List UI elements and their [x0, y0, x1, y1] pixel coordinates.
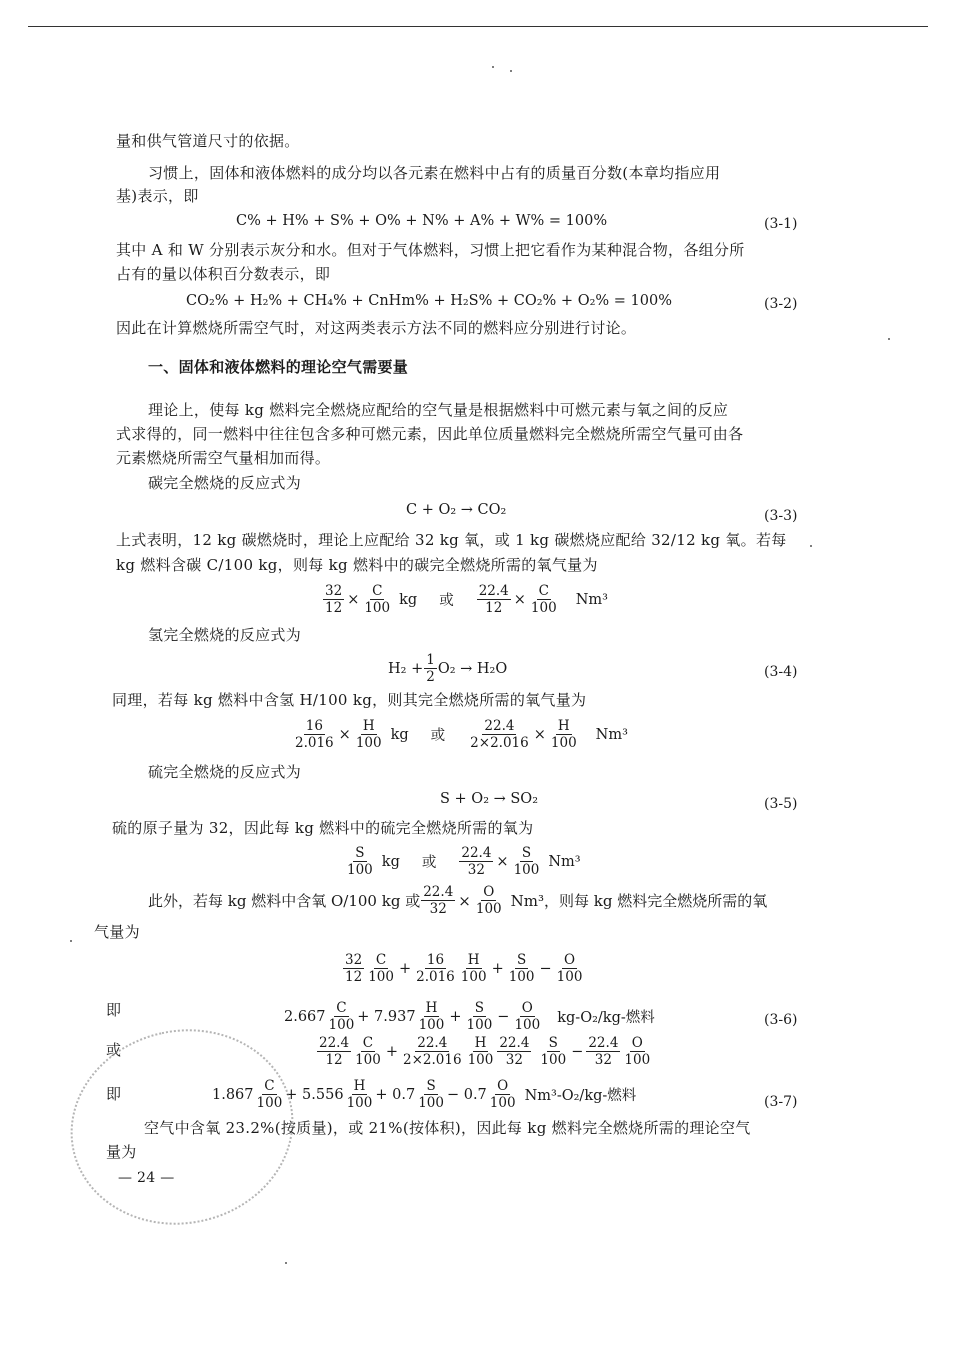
equation-number: (3-6)	[764, 1012, 798, 1028]
equation-3-2: CO₂% + H₂% + CH₄% + CnHm% + H₂S% + CO₂% + O₂% = 100%	[186, 293, 672, 309]
section-heading: 一、固体和液体燃料的理论空气需要量	[148, 358, 409, 376]
text-line: 气量为	[94, 923, 140, 941]
text-line: 空气中含氧 23.2%(按质量)，或 21%(按体积)，因此每 kg 燃料完全燃烧所需的理论空气	[144, 1119, 751, 1137]
text-line: 硫的原子量为 32，因此每 kg 燃料中的硫完全燃烧所需的氧为	[112, 819, 534, 837]
text-line: 式求得的，同一燃料中往往包含多种可燃元素，因此单位质量燃料完全燃烧所需空气量可由各	[116, 425, 744, 443]
text-line: 元素燃烧所需空气量相加而得。	[116, 449, 331, 467]
text-line: 碳完全燃烧的反应式为	[148, 474, 302, 492]
scan-speck	[810, 545, 812, 547]
equation-number: (3-7)	[764, 1094, 798, 1110]
equation-3-6: 2.667 $\frac{C}{100}$ + 7.937 $\frac{H}{100}$ + $\frac{S}{100}$ − $\frac{O}{100}$ kg-O₂/kg-燃料	[284, 1000, 655, 1033]
scan-speck	[285, 1262, 287, 1264]
text-line: 习惯上，固体和液体燃料的成分均以各元素在燃料中占有的质量百分数(本章均指应用	[148, 164, 721, 182]
equation-3-7: 1.867 $\frac{C}{100}$ + 5.556 $\frac{H}{100}$ + 0.7 $\frac{S}{100}$ − 0.7 $\frac{O}{100}$ Nm³-O₂/kg-燃料	[212, 1078, 637, 1111]
text-line: 同理，若每 kg 燃料中含氢 H/100 kg，则其完全燃烧所需的氧气量为	[112, 691, 587, 709]
text-line: 硫完全燃烧的反应式为	[148, 763, 302, 781]
text-line-inline-formula: 此外，若每 kg 燃料中含氧 O/100 kg 或 $\frac{22.4}{32}$ × $\frac{O}{100}$ Nm³，则每 kg 燃料完全燃烧所需的氧	[148, 884, 768, 917]
scan-speck	[888, 338, 890, 340]
text-line: 因此在计算燃烧所需空气时，对这两类表示方法不同的燃料应分别进行讨论。	[116, 319, 637, 337]
equation-number: (3-1)	[764, 216, 798, 232]
header-rule	[28, 26, 928, 27]
text-line: kg 燃料含碳 C/100 kg，则每 kg 燃料中的碳完全燃烧所需的氧气量为	[116, 556, 598, 574]
text-line: 即	[106, 1001, 122, 1019]
equation-3-4: H₂ + $\frac{1}{2}$ O₂ → H₂O	[388, 652, 508, 685]
equation-3-1: C% + H% + S% + O% + N% + A% + W% = 100%	[236, 213, 608, 229]
scan-speck	[70, 940, 72, 942]
formula-carbon-oxygen: $\frac{32}{12}$ × $\frac{C}{100}$ kg 或 $\frac{22.4}{12}$ × $\frac{C}{100}$ Nm³	[325, 583, 608, 616]
formula-oxygen-volume: $\frac{22.4}{12}$ $\frac{C}{100}$ + $\frac{22.4}{2\times 2.016}$ $\frac{H}{100}$ $\frac{22.4}{32}$ $\frac{S}{100}$ − $\frac{22.4}{32}$ $\frac{O}{100}$	[319, 1035, 651, 1068]
equation-number: (3-2)	[764, 296, 798, 312]
text-line: 量和供气管道尺寸的依据。	[116, 132, 300, 150]
text-line: 基)表示，即	[116, 187, 199, 205]
formula-sulfur-oxygen: $\frac{S}{100}$ kg 或 $\frac{22.4}{32}$ × $\frac{S}{100}$ Nm³	[347, 845, 581, 878]
text-line: 占有的量以体积百分数表示，即	[116, 265, 331, 283]
scan-speck	[492, 66, 494, 68]
equation-3-5: S + O₂ → SO₂	[440, 791, 539, 807]
equation-number: (3-4)	[764, 664, 798, 680]
formula-hydrogen-oxygen: $\frac{16}{2.016}$ × $\frac{H}{100}$ kg 或 $\frac{22.4}{2\times 2.016}$ × $\frac{H}{100}$ Nm³	[295, 718, 628, 751]
equation-number: (3-3)	[764, 508, 798, 524]
equation-number: (3-5)	[764, 796, 798, 812]
text-line: 量为	[106, 1143, 137, 1161]
text-line: 即	[106, 1085, 122, 1103]
text-line: 或	[106, 1041, 122, 1059]
text-line: 氢完全燃烧的反应式为	[148, 626, 302, 644]
scan-speck	[510, 70, 512, 72]
text-line: 上式表明，12 kg 碳燃烧时，理论上应配给 32 kg 氧，或 1 kg 碳燃烧应配给 32/12 kg 氧。若每	[116, 531, 787, 549]
formula-oxygen-sum: $\frac{32}{12}$ $\frac{C}{100}$ + $\frac{16}{2.016}$ $\frac{H}{100}$ + $\frac{S}{100}$ − $\frac{O}{100}$	[345, 952, 583, 985]
text-line: 其中 A 和 W 分别表示灰分和水。但对于气体燃料，习惯上把它看作为某种混合物，各组分所	[116, 241, 745, 259]
library-stamp-mark	[52, 1009, 311, 1245]
page-number: — 24 —	[118, 1170, 175, 1186]
text-line: 理论上，使每 kg 燃料完全燃烧应配给的空气量是根据燃料中可燃元素与氧之间的反应	[148, 401, 729, 419]
equation-3-3: C + O₂ → CO₂	[406, 502, 507, 518]
